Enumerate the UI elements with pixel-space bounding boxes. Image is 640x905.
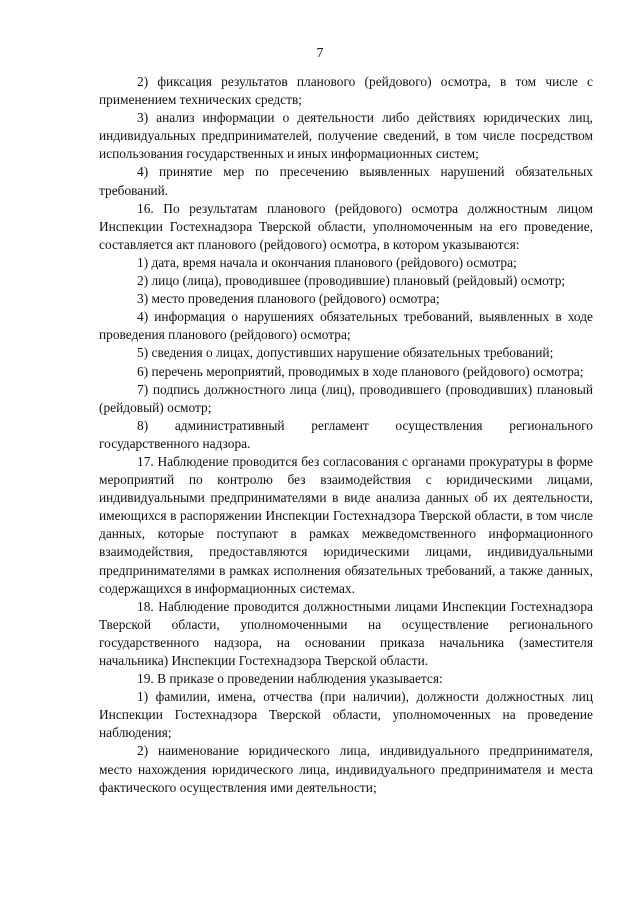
paragraph-item-4-measures: 4) принятие мер по пресечению выявленных нарушений обязательных требований. [99,164,593,198]
paragraph-item-2-recording: 2) фиксация результатов планового (рейдового) осмотра, в том числе с применением технических средств; [99,74,593,108]
paragraph-act-item-5: 5) сведения о лицах, допустивших нарушение обязательных требований; [137,345,554,361]
paragraph-act-item-2: 2) лицо (лица), проводившее (проводившие) плановый (рейдовый) осмотр; [137,273,566,289]
paragraph-act-item-7: 7) подпись должностного лица (лиц), проводившего (проводивших) плановый (рейдовый) осмотр; [99,381,593,415]
paragraph-item-3-analysis: 3) анализ информации о деятельности либо действиях юридических лиц, индивидуальных предпринимателей, получение сведений, в том числе посредством использования государственных и иных информационных систем; [99,110,593,162]
paragraph-section-18: 18. Наблюдение проводится должностными лицами Инспекции Гостехнадзора Тверской области, уполномоченными на осуществление регионального государственного надзора, на основании приказа начальника (заместителя начальника) Инспекции Гостехнадзора Тверской области. [99,598,593,668]
paragraph-act-item-6: 6) перечень мероприятий, проводимых в ходе планового (рейдового) осмотра; [137,363,584,379]
paragraph-section-17: 17. Наблюдение проводится без согласования с органами прокуратуры в форме мероприятий по контролю без взаимодействия с юридическими лицами, индивидуальными предпринимателями в виде анализа данных об их деятельности, имеющихся в распоряжении Инспекции Гостехнадзора Тверской области, в том числе данных, которые поступают в рамках межведомственного информационного взаимодействия, предоставляются юридическими лицами, индивидуальными предпринимателями в рамках исполнения обязательных требований, а также данных, содержащихся в информационных системах. [99,453,593,596]
page-number: 7 [316,46,324,61]
paragraph-act-item-3: 3) место проведения планового (рейдового) осмотра; [137,291,440,307]
paragraph-section-19: 19. В приказе о проведении наблюдения указывается: [137,671,443,687]
paragraph-act-item-1: 1) дата, время начала и окончания планового (рейдового) осмотра; [137,254,517,270]
paragraph-order-item-2: 2) наименование юридического лица, индивидуального предпринимателя, место нахождения юридического лица, индивидуального предпринимателя и места фактического осуществления ими деятельности; [99,743,593,795]
paragraph-order-item-1: 1) фамилии, имена, отчества (при наличии), должности должностных лиц Инспекции Гостехнадзора Тверской области, уполномоченных на проведение наблюдения; [99,689,593,741]
document-body [99,73,593,797]
paragraph-section-16: 16. По результатам планового (рейдового) осмотра должностным лицом Инспекции Гостехнадзора Тверской области, уполномоченным на его проведение, составляется акт планового (рейдового) осмотра, в котором указываются: [99,200,593,252]
paragraph-act-item-8: 8) административный регламент осуществления регионального государственного надзора. [99,417,593,451]
paragraph-act-item-4: 4) информация о нарушениях обязательных требований, выявленных в ходе проведения планового (рейдового) осмотра; [99,309,593,343]
